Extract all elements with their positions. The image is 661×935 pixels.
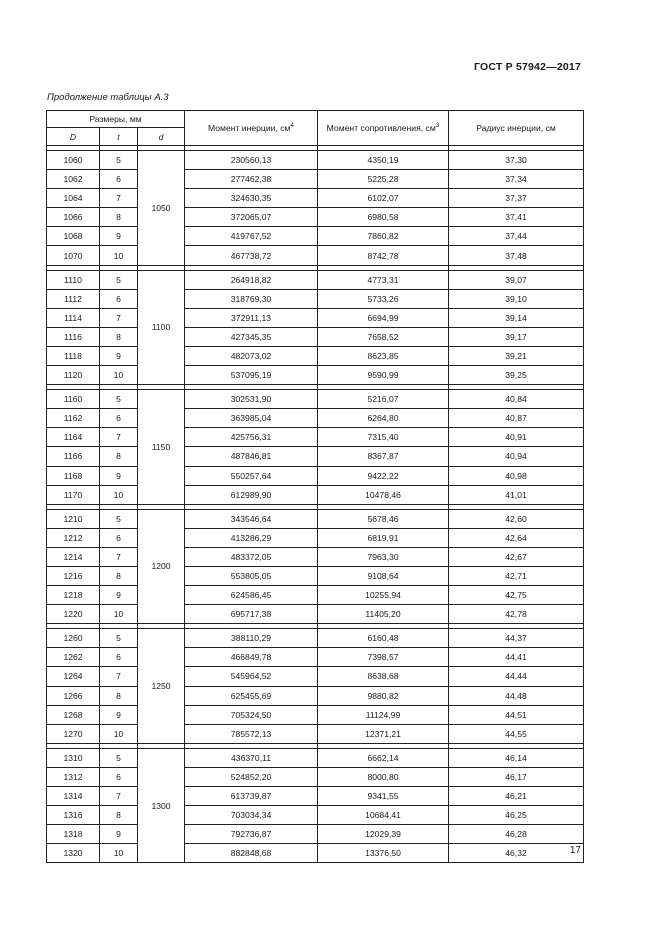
table-row bbox=[47, 227, 584, 246]
inner-diameter-cell: 1300 bbox=[138, 748, 185, 863]
wall-thickness-cell: 5 bbox=[100, 629, 138, 648]
table-row bbox=[47, 547, 584, 566]
wall-thickness-cell: 6 bbox=[100, 170, 138, 189]
outer-diameter-cell: 1162 bbox=[47, 409, 100, 428]
outer-diameter-cell: 1220 bbox=[47, 605, 100, 624]
section-modulus-cell: 7963,30 bbox=[318, 547, 449, 566]
inertia-moment-cell: 487846,81 bbox=[185, 447, 318, 466]
table-row bbox=[47, 208, 584, 227]
wall-thickness-cell: 6 bbox=[100, 409, 138, 428]
section-modulus-header: Момент сопротивления, $см^3$ bbox=[318, 111, 449, 146]
section-modulus-cell: 10478,46 bbox=[318, 485, 449, 504]
outer-diameter-cell: 1114 bbox=[47, 308, 100, 327]
wall-thickness-cell: 5 bbox=[100, 270, 138, 289]
inertia-moment-cell: 785572,13 bbox=[185, 724, 318, 743]
outer-diameter-cell: 1118 bbox=[47, 346, 100, 365]
section-modulus-cell: 8367,87 bbox=[318, 447, 449, 466]
table-body bbox=[47, 146, 584, 863]
wall-thickness-cell: 10 bbox=[100, 485, 138, 504]
table-row bbox=[47, 246, 584, 265]
inertia-moment-cell: 553805,05 bbox=[185, 566, 318, 585]
table-row bbox=[47, 170, 584, 189]
inertia-moment-cell: 230560,13 bbox=[185, 151, 318, 170]
table-row bbox=[47, 629, 584, 648]
inner-diameter-cell: 1200 bbox=[138, 509, 185, 624]
wall-thickness-cell: 7 bbox=[100, 428, 138, 447]
inertia-moment-cell: 302531,90 bbox=[185, 390, 318, 409]
section-modulus-cell: 12371,21 bbox=[318, 724, 449, 743]
table-row bbox=[47, 767, 584, 786]
gyration-radius-cell: 44,41 bbox=[449, 648, 584, 667]
inertia-moment-cell: 318769,30 bbox=[185, 289, 318, 308]
table-row bbox=[47, 466, 584, 485]
inertia-moment-cell: 343546,64 bbox=[185, 509, 318, 528]
inertia-moment-cell: 625455,69 bbox=[185, 686, 318, 705]
table-row bbox=[47, 189, 584, 208]
table-row bbox=[47, 667, 584, 686]
outer-diameter-cell: 1116 bbox=[47, 327, 100, 346]
wall-thickness-cell: 7 bbox=[100, 667, 138, 686]
section-modulus-cell: 7658,52 bbox=[318, 327, 449, 346]
section-modulus-cell: 6980,58 bbox=[318, 208, 449, 227]
table-row bbox=[47, 270, 584, 289]
inertia-moment-cell: 388110,29 bbox=[185, 629, 318, 648]
outer-diameter-cell: 1160 bbox=[47, 390, 100, 409]
outer-diameter-cell: 1262 bbox=[47, 648, 100, 667]
inner-diameter-header: d bbox=[138, 128, 185, 146]
page-number: 17 bbox=[569, 845, 581, 856]
inertia-moment-cell: 695717,38 bbox=[185, 605, 318, 624]
outer-diameter-cell: 1062 bbox=[47, 170, 100, 189]
wall-thickness-cell: 7 bbox=[100, 547, 138, 566]
outer-diameter-cell: 1068 bbox=[47, 227, 100, 246]
table-row bbox=[47, 151, 584, 170]
outer-diameter-cell: 1316 bbox=[47, 806, 100, 825]
section-modulus-cell: 7860,82 bbox=[318, 227, 449, 246]
section-modulus-cell: 9341,55 bbox=[318, 787, 449, 806]
wall-thickness-cell: 5 bbox=[100, 509, 138, 528]
section-modulus-cell: 9422,22 bbox=[318, 466, 449, 485]
gyration-radius-header: Радиус инерции, см bbox=[449, 111, 584, 146]
wall-thickness-cell: 6 bbox=[100, 528, 138, 547]
inertia-moment-cell: 624586,45 bbox=[185, 586, 318, 605]
gyration-radius-cell: 42,71 bbox=[449, 566, 584, 585]
section-modulus-cell: 8638,68 bbox=[318, 667, 449, 686]
wall-thickness-cell: 8 bbox=[100, 686, 138, 705]
section-modulus-cell: 5733,26 bbox=[318, 289, 449, 308]
inertia-moment-cell: 537095,19 bbox=[185, 366, 318, 385]
gyration-radius-cell: 42,60 bbox=[449, 509, 584, 528]
section-modulus-cell: 6662,14 bbox=[318, 748, 449, 767]
inner-diameter-cell: 1100 bbox=[138, 270, 185, 385]
inertia-moment-cell: 277462,38 bbox=[185, 170, 318, 189]
gyration-radius-cell: 40,91 bbox=[449, 428, 584, 447]
section-modulus-cell: 4350,19 bbox=[318, 151, 449, 170]
wall-thickness-cell: 6 bbox=[100, 648, 138, 667]
table-row bbox=[47, 566, 584, 585]
table-row bbox=[47, 485, 584, 504]
gyration-radius-cell: 46,28 bbox=[449, 825, 584, 844]
inertia-moment-cell: 545964,52 bbox=[185, 667, 318, 686]
table-row bbox=[47, 586, 584, 605]
section-modulus-cell: 4773,31 bbox=[318, 270, 449, 289]
inertia-moment-cell: 466849,78 bbox=[185, 648, 318, 667]
wall-thickness-cell: 6 bbox=[100, 289, 138, 308]
outer-diameter-cell: 1320 bbox=[47, 844, 100, 863]
outer-diameter-cell: 1210 bbox=[47, 509, 100, 528]
inertia-moment-cell: 792736,87 bbox=[185, 825, 318, 844]
table-row bbox=[47, 825, 584, 844]
wall-thickness-cell: 10 bbox=[100, 366, 138, 385]
gyration-radius-cell: 42,78 bbox=[449, 605, 584, 624]
outer-diameter-cell: 1064 bbox=[47, 189, 100, 208]
inertia-moment-cell: 363985,04 bbox=[185, 409, 318, 428]
outer-diameter-cell: 1110 bbox=[47, 270, 100, 289]
inertia-moment-cell: 703034,34 bbox=[185, 806, 318, 825]
section-modulus-cell: 10684,41 bbox=[318, 806, 449, 825]
wall-thickness-cell: 7 bbox=[100, 189, 138, 208]
section-modulus-cell: 13376,50 bbox=[318, 844, 449, 863]
wall-thickness-cell: 9 bbox=[100, 586, 138, 605]
outer-diameter-cell: 1310 bbox=[47, 748, 100, 767]
wall-thickness-cell: 10 bbox=[100, 246, 138, 265]
gyration-radius-cell: 37,44 bbox=[449, 227, 584, 246]
gyration-radius-cell: 37,41 bbox=[449, 208, 584, 227]
inertia-moment-cell: 372911,13 bbox=[185, 308, 318, 327]
gyration-radius-cell: 44,48 bbox=[449, 686, 584, 705]
inertia-moment-cell: 612989,90 bbox=[185, 485, 318, 504]
gyration-radius-cell: 39,21 bbox=[449, 346, 584, 365]
inertia-moment-cell: 705324,50 bbox=[185, 705, 318, 724]
section-modulus-cell: 6264,80 bbox=[318, 409, 449, 428]
gyration-radius-cell: 39,17 bbox=[449, 327, 584, 346]
section-modulus-cell: 5216,07 bbox=[318, 390, 449, 409]
wall-thickness-cell: 8 bbox=[100, 806, 138, 825]
outer-diameter-cell: 1120 bbox=[47, 366, 100, 385]
gyration-radius-cell: 44,37 bbox=[449, 629, 584, 648]
gyration-radius-cell: 39,10 bbox=[449, 289, 584, 308]
gyration-radius-cell: 40,94 bbox=[449, 447, 584, 466]
inertia-moment-cell: 436370,11 bbox=[185, 748, 318, 767]
gyration-radius-cell: 37,48 bbox=[449, 246, 584, 265]
wall-thickness-cell: 7 bbox=[100, 308, 138, 327]
inertia-moment-cell: 427345,35 bbox=[185, 327, 318, 346]
wall-thickness-cell: 6 bbox=[100, 767, 138, 786]
inertia-moment-cell: 882848,68 bbox=[185, 844, 318, 863]
inertia-moment-cell: 524852,20 bbox=[185, 767, 318, 786]
gyration-radius-cell: 40,87 bbox=[449, 409, 584, 428]
inertia-moment-cell: 324630,35 bbox=[185, 189, 318, 208]
gyration-radius-cell: 44,44 bbox=[449, 667, 584, 686]
outer-diameter-cell: 1318 bbox=[47, 825, 100, 844]
wall-thickness-cell: 5 bbox=[100, 748, 138, 767]
inertia-moment-cell: 613739,87 bbox=[185, 787, 318, 806]
inertia-moment-cell: 482073,02 bbox=[185, 346, 318, 365]
gyration-radius-cell: 41,01 bbox=[449, 485, 584, 504]
table-row bbox=[47, 308, 584, 327]
gyration-radius-cell: 46,21 bbox=[449, 787, 584, 806]
table-row bbox=[47, 346, 584, 365]
section-modulus-cell: 10255,94 bbox=[318, 586, 449, 605]
document-standard-code: ГОСТ Р 57942—2017 bbox=[473, 61, 581, 73]
gyration-radius-cell: 39,25 bbox=[449, 366, 584, 385]
table-row bbox=[47, 705, 584, 724]
section-modulus-cell: 6694,99 bbox=[318, 308, 449, 327]
section-modulus-cell: 6102,07 bbox=[318, 189, 449, 208]
table-row bbox=[47, 648, 584, 667]
gyration-radius-cell: 40,84 bbox=[449, 390, 584, 409]
outer-diameter-cell: 1214 bbox=[47, 547, 100, 566]
table-row bbox=[47, 528, 584, 547]
section-modulus-cell: 8742,78 bbox=[318, 246, 449, 265]
wall-thickness-cell: 5 bbox=[100, 151, 138, 170]
wall-thickness-cell: 8 bbox=[100, 327, 138, 346]
gyration-radius-cell: 46,17 bbox=[449, 767, 584, 786]
wall-thickness-cell: 8 bbox=[100, 566, 138, 585]
outer-diameter-cell: 1112 bbox=[47, 289, 100, 308]
table-row bbox=[47, 509, 584, 528]
table-row bbox=[47, 787, 584, 806]
inertia-moment-cell: 550257,64 bbox=[185, 466, 318, 485]
wall-thickness-cell: 7 bbox=[100, 787, 138, 806]
gyration-radius-cell: 44,51 bbox=[449, 705, 584, 724]
inner-diameter-cell: 1050 bbox=[138, 151, 185, 266]
table-row bbox=[47, 390, 584, 409]
gyration-radius-cell: 39,07 bbox=[449, 270, 584, 289]
gyration-radius-cell: 37,30 bbox=[449, 151, 584, 170]
gyration-radius-cell: 42,64 bbox=[449, 528, 584, 547]
outer-diameter-cell: 1070 bbox=[47, 246, 100, 265]
table-row bbox=[47, 447, 584, 466]
outer-diameter-cell: 1260 bbox=[47, 629, 100, 648]
gyration-radius-cell: 42,67 bbox=[449, 547, 584, 566]
gyration-radius-cell: 46,32 bbox=[449, 844, 584, 863]
outer-diameter-cell: 1066 bbox=[47, 208, 100, 227]
section-modulus-cell: 6819,91 bbox=[318, 528, 449, 547]
outer-diameter-cell: 1266 bbox=[47, 686, 100, 705]
section-modulus-cell: 5678,46 bbox=[318, 509, 449, 528]
table-row bbox=[47, 428, 584, 447]
section-modulus-cell: 9108,64 bbox=[318, 566, 449, 585]
wall-thickness-cell: 8 bbox=[100, 208, 138, 227]
section-modulus-cell: 12029,39 bbox=[318, 825, 449, 844]
outer-diameter-cell: 1312 bbox=[47, 767, 100, 786]
gyration-radius-cell: 39,14 bbox=[449, 308, 584, 327]
outer-diameter-header: D bbox=[47, 128, 100, 146]
wall-thickness-cell: 9 bbox=[100, 346, 138, 365]
table-row bbox=[47, 724, 584, 743]
table-row bbox=[47, 686, 584, 705]
outer-diameter-cell: 1218 bbox=[47, 586, 100, 605]
section-modulus-cell: 9880,82 bbox=[318, 686, 449, 705]
inertia-moment-cell: 413286,29 bbox=[185, 528, 318, 547]
wall-thickness-cell: 5 bbox=[100, 390, 138, 409]
gyration-radius-cell: 37,37 bbox=[449, 189, 584, 208]
wall-thickness-cell: 9 bbox=[100, 227, 138, 246]
outer-diameter-cell: 1270 bbox=[47, 724, 100, 743]
outer-diameter-cell: 1314 bbox=[47, 787, 100, 806]
outer-diameter-cell: 1060 bbox=[47, 151, 100, 170]
section-modulus-cell: 11124,99 bbox=[318, 705, 449, 724]
section-modulus-cell: 11405,20 bbox=[318, 605, 449, 624]
gyration-radius-cell: 46,25 bbox=[449, 806, 584, 825]
gyration-radius-cell: 46,14 bbox=[449, 748, 584, 767]
wall-thickness-cell: 8 bbox=[100, 447, 138, 466]
wall-thickness-cell: 9 bbox=[100, 705, 138, 724]
gyration-radius-cell: 40,98 bbox=[449, 466, 584, 485]
section-modulus-cell: 8000,80 bbox=[318, 767, 449, 786]
outer-diameter-cell: 1170 bbox=[47, 485, 100, 504]
table-row bbox=[47, 844, 584, 863]
wall-thickness-header: t bbox=[100, 128, 138, 146]
inertia-moment-cell: 483372,05 bbox=[185, 547, 318, 566]
inner-diameter-cell: 1250 bbox=[138, 629, 185, 744]
table-row bbox=[47, 366, 584, 385]
gyration-radius-cell: 42,75 bbox=[449, 586, 584, 605]
dimensions-group-header: Размеры, мм bbox=[47, 111, 185, 128]
gyration-radius-cell: 44,55 bbox=[449, 724, 584, 743]
table-caption: Продолжение таблицы А.3 bbox=[47, 92, 169, 103]
inertia-moment-cell: 467738,72 bbox=[185, 246, 318, 265]
wall-thickness-cell: 9 bbox=[100, 466, 138, 485]
inner-diameter-cell: 1150 bbox=[138, 390, 185, 505]
section-modulus-cell: 8623,85 bbox=[318, 346, 449, 365]
outer-diameter-cell: 1216 bbox=[47, 566, 100, 585]
wall-thickness-cell: 10 bbox=[100, 605, 138, 624]
table-row bbox=[47, 748, 584, 767]
dimensions-table bbox=[46, 110, 584, 863]
section-modulus-cell: 6160,48 bbox=[318, 629, 449, 648]
table-row bbox=[47, 806, 584, 825]
outer-diameter-cell: 1264 bbox=[47, 667, 100, 686]
inertia-moment-cell: 419767,52 bbox=[185, 227, 318, 246]
wall-thickness-cell: 9 bbox=[100, 825, 138, 844]
section-modulus-cell: 7315,40 bbox=[318, 428, 449, 447]
table-row bbox=[47, 409, 584, 428]
table-row bbox=[47, 289, 584, 308]
wall-thickness-cell: 10 bbox=[100, 724, 138, 743]
inertia-moment-header: Момент инерции, $см^4$ bbox=[185, 111, 318, 146]
inertia-moment-cell: 264918,82 bbox=[185, 270, 318, 289]
section-modulus-cell: 9590,99 bbox=[318, 366, 449, 385]
table-row bbox=[47, 605, 584, 624]
gyration-radius-cell: 37,34 bbox=[449, 170, 584, 189]
wall-thickness-cell: 10 bbox=[100, 844, 138, 863]
inertia-moment-cell: 425756,31 bbox=[185, 428, 318, 447]
outer-diameter-cell: 1212 bbox=[47, 528, 100, 547]
outer-diameter-cell: 1168 bbox=[47, 466, 100, 485]
inertia-moment-cell: 372065,07 bbox=[185, 208, 318, 227]
outer-diameter-cell: 1166 bbox=[47, 447, 100, 466]
section-modulus-cell: 5225,28 bbox=[318, 170, 449, 189]
section-modulus-cell: 7398,57 bbox=[318, 648, 449, 667]
table-row bbox=[47, 327, 584, 346]
outer-diameter-cell: 1164 bbox=[47, 428, 100, 447]
outer-diameter-cell: 1268 bbox=[47, 705, 100, 724]
